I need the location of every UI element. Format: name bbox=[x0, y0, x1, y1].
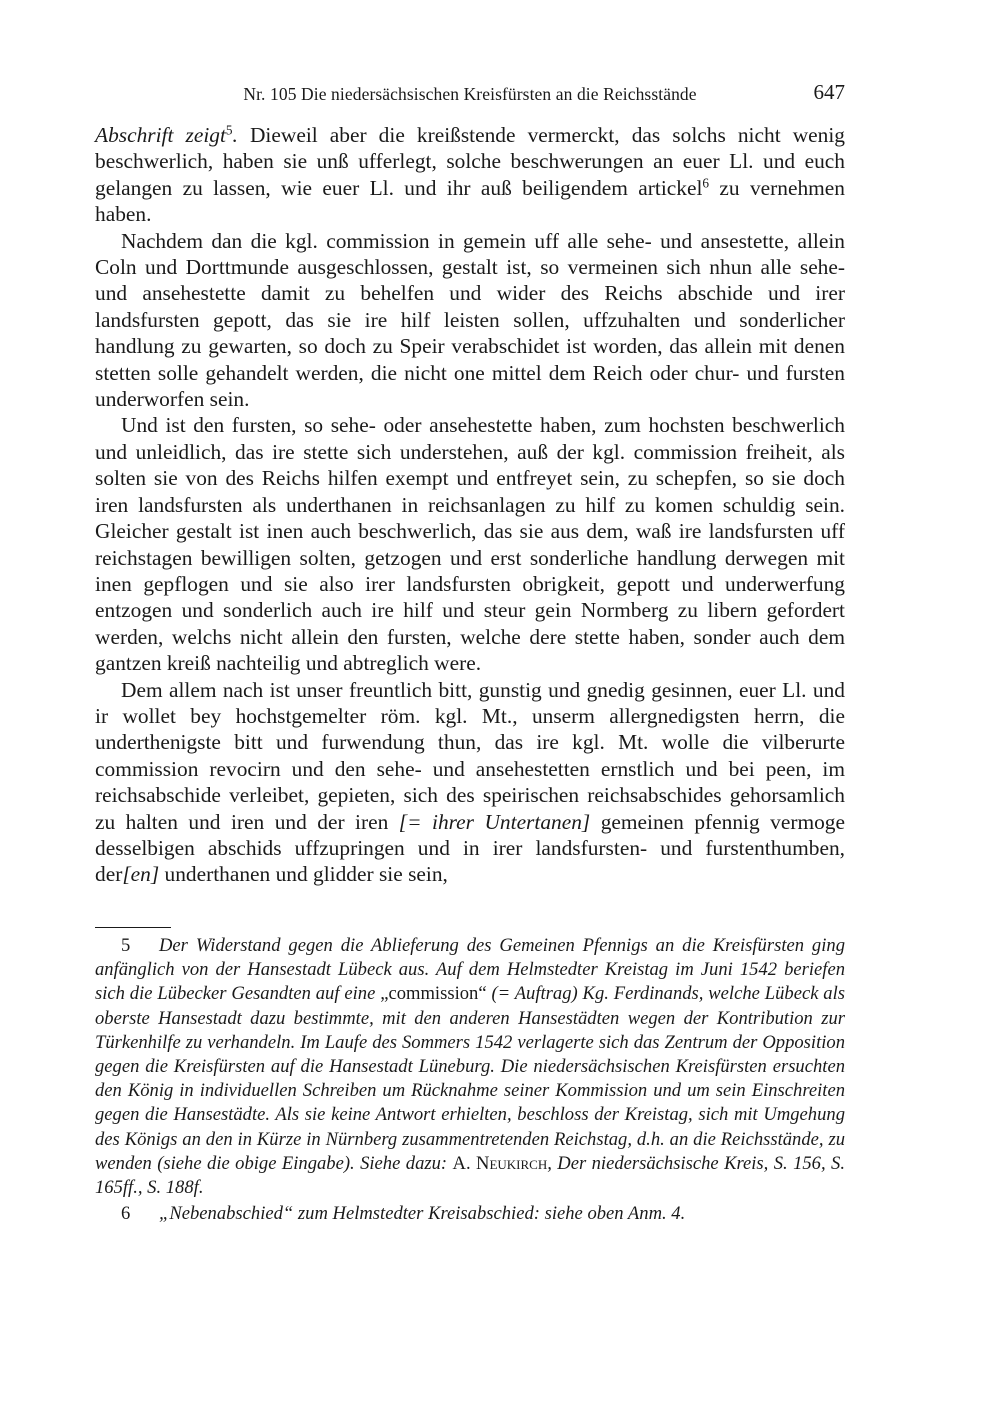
paragraph-2: Nachdem dan die kgl. commission in gemein uff alle sehe- und ansestette, allein Coln und Dorttmunde ausgeschlossen, gestalt ist, so vermeinen sich nhun alle sehe- und ansehestette damit zu behelfen und wider des Reichs abschide und irer landsfursten gepott, das sie ire hilf leisten sollen, uffzuhalten und sonderlicher handlung zu gewarten, so doch zu Speir verabschidet ist worden, das allein mit denen stetten solle gehandelt werden, die nicht one mittel dem Reich oder chur- und fursten underworfen sein. bbox=[95, 228, 845, 412]
paragraph-text: underthanen und glidder sie sein, bbox=[159, 862, 448, 887]
author-name: Neukirch bbox=[476, 1152, 548, 1174]
footnote-text: Der Widerstand gegen die Ablieferung des Gemeinen Pfennigs an die Kreisfürsten ging anfänglich von der Hansestadt Lübeck aus. Auf dem Helmstedter Kreistag im Juni 1542 beriefen sich die Lübecker Gesandten auf eine bbox=[95, 935, 845, 1005]
running-head bbox=[95, 80, 845, 110]
page-number: 647 bbox=[813, 80, 845, 104]
editorial-insertion: [en] bbox=[122, 862, 160, 887]
footnote-text: , Der niedersächsische Kreis, S. 156, S. 165ff., S. 188f. bbox=[95, 1152, 845, 1199]
paragraph-text: Dieweil aber die kreißstende vermerckt, das solchs nicht wenig beschwerlich, haben sie unß ufferlegt, solche beschwerungen an euer Ll. und euch gelangen zu lassen, wie euer Ll. und ihr auß beiligendem artickel bbox=[95, 123, 845, 200]
footnote-text: (= Auftrag) Kg. Ferdinands, welche Lübeck als oberste Hansestadt dazu bestimmte, mit den anderen Hansestädten wegen der Kontribution zur Türkenhilfe zu verhandeln. Im Laufe des Sommers 1542 verlagerte sich das Zentrum der Opposition gegen die Kreisfürsten auf die Hansestadt Lüneburg. Die niedersächsischen Kreisfürsten ersuchten den König in individuellen Schreiben um Rücknahme seiner Kommission und um sein Einschreiten gegen die Hansestädte. Als sie keine Antwort erhielten, beschloss der Kreistag, sich mit Umgehung des Königs an den in Kürze in Nürnberg zusammentretenden Reichstag, d.h. an die Reichsstände, zu wenden (siehe die obige Eingabe). Siehe dazu: bbox=[95, 983, 845, 1174]
paragraph-text: zu vernehmen haben. bbox=[95, 175, 845, 227]
footnote-5 bbox=[95, 934, 845, 1200]
running-title: Nr. 105 Die niedersächsischen Kreisfürsten an die Reichsstände bbox=[243, 84, 697, 104]
paragraph-text: gemeinen pfennig vermoge desselbigen abschids uffzupringen und in irer landsfursten- und furstenthumben, der bbox=[95, 809, 845, 887]
footnote-ref-5: 5 bbox=[225, 122, 233, 138]
paragraph-4 bbox=[95, 677, 845, 888]
footnote-number: 5 bbox=[121, 935, 131, 956]
italic-text: Abschrift zeigt bbox=[95, 123, 226, 147]
footnote-text: „commission“ bbox=[380, 983, 487, 1005]
paragraph-text: Dem allem nach ist unser freuntlich bitt, gunstig und gnedig gesinnen, euer Ll. und ir wollet bey hochstgemelter röm. kgl. Mt., unserm allergnedigsten herrn, die underthenigste bitt und furwendung thun, das ire kgl. Mt. wolle die vilberurte commission revocirn und den sehe- und ansehestetten ernstlich und bei peen, im reichsabschide verleibet, gepieten, sich des speirischen reichsabschides gehorsamlich zu halten und iren und der iren bbox=[95, 677, 845, 834]
footnote-6 bbox=[95, 1202, 845, 1226]
footnote-ref-6: 6 bbox=[702, 175, 710, 191]
footnotes bbox=[95, 934, 845, 1228]
paragraph-3: Und ist den fursten, so sehe- oder ansehestette haben, zum hochsten beschwerlich und unleidlich, das ire stette sich understehen, auß der kgl. commission freiheit, als solten sie von des Reichs hilfen exempt und entfreyet sein, zu schepfen, so sie doch iren landsfursten als underthanen in reichsanlagen zu hilf zu komen schuldig sein. Gleicher gestalt ist inen auch beschwerlich, das sie aus dem, waß ire landsfursten uff reichstagen bewilligen solten, getzogen und erst sonderliche handlung derwegen mit inen gepflogen und sie also irer landsfursten obrigkeit, gepott und underwerfung entzogen und sonderlich auch ire hilf und steur gein Normberg zu libern gefordert werden, welchs nicht allein den fursten, welche dere stette haben, sonder auch dem gantzen kreiß nachteilig und abtreglich were. bbox=[95, 413, 845, 676]
editorial-insertion: [= ihrer Untertanen] bbox=[398, 809, 591, 834]
italic-text: . bbox=[232, 123, 238, 147]
footnote-separator bbox=[95, 927, 171, 928]
footnote-text: „Nebenabschied“ zum Helmstedter Kreisabschied: siehe oben Anm. 4. bbox=[159, 1203, 686, 1225]
author-initial: A. bbox=[452, 1152, 477, 1174]
body-text bbox=[95, 122, 845, 888]
paragraph-1 bbox=[95, 122, 845, 228]
footnote-number: 6 bbox=[121, 1203, 131, 1225]
